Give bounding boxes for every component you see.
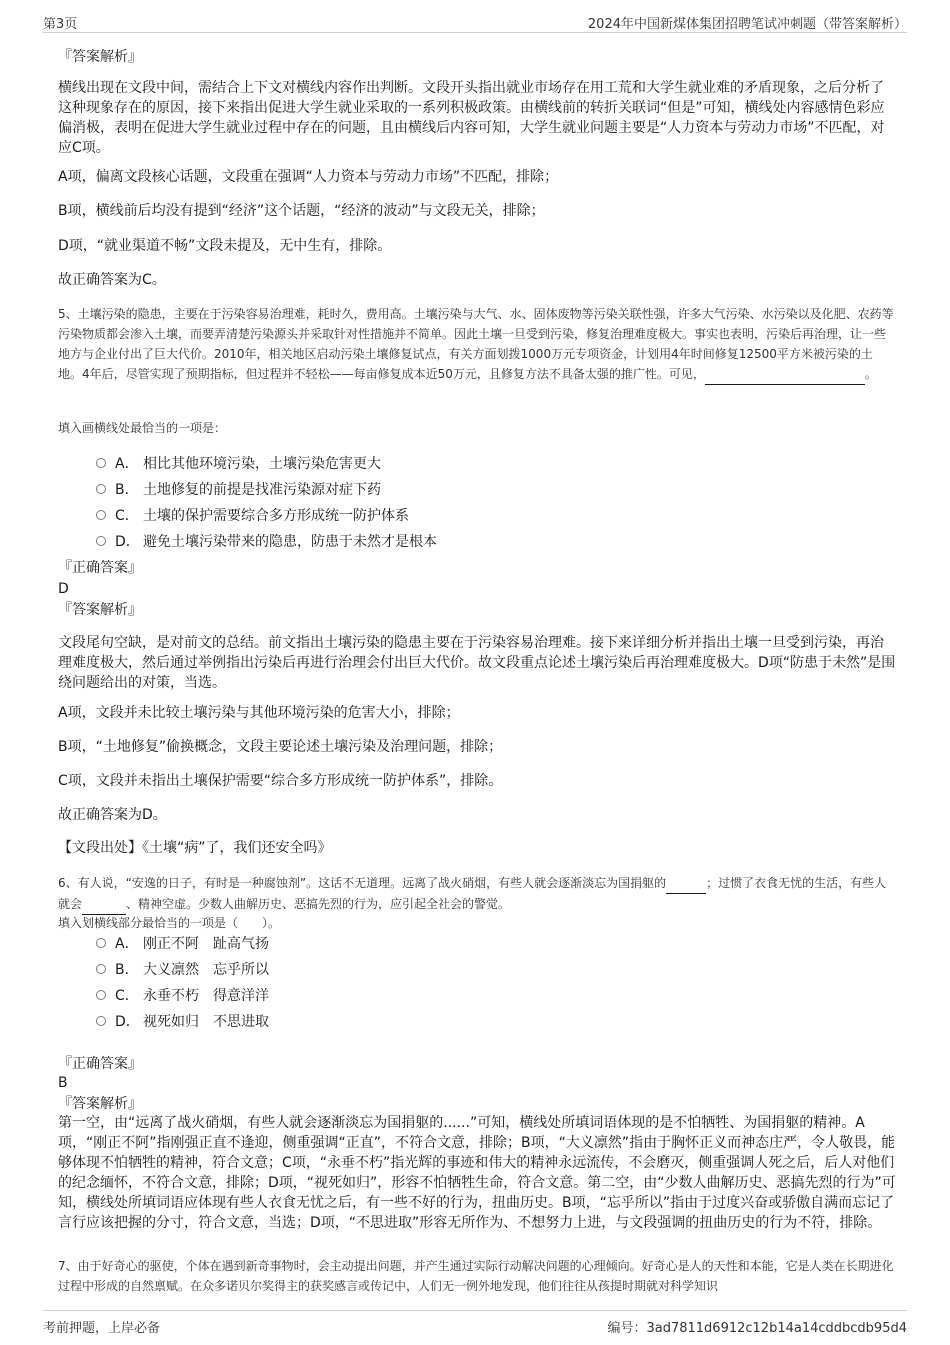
q5-option-a[interactable]: [96, 454, 381, 474]
footer-slogan: 考前押题，上岸必备: [43, 1321, 161, 1336]
q5-option-b-explanation: B项，“土地修复”偷换概念，文段主要论述土壤污染及治理问题，排除；: [58, 739, 503, 755]
option-key: D．: [115, 534, 140, 550]
q5-prompt: 填入画横线处最恰当的一项是：: [58, 421, 227, 435]
radio-icon[interactable]: [96, 458, 106, 468]
option-text: 永垂不朽 得意洋洋: [143, 988, 269, 1004]
option-key: B．: [115, 482, 139, 498]
option-text: 刚正不阿 趾高气扬: [143, 936, 269, 952]
q6-analysis-label: 『答案解析』: [58, 1096, 142, 1112]
page-footer: [43, 1310, 907, 1335]
document-title: 2024年中国新煤体集团招聘笔试冲刺题（带答案解析）: [587, 17, 907, 32]
q6-prompt: 填入划横线部分最恰当的一项是（ ）。: [58, 916, 281, 930]
q6-correct-label: 『正确答案』: [58, 1056, 142, 1072]
q6-option-a[interactable]: [96, 934, 269, 954]
q5-analysis: 文段尾句空缺，是对前文的总结。前文指出土壤污染的隐患主要在于污染容易治理难。接下来详细分析并指出土壤一旦受到污染，再治理难度极大，然后通过举例指出污染后再进行治理会付出巨大代价。故文段重点论述土壤污染后再治理难度极大。D项“防患于未然”是围绕问题给出的对策，当选。: [58, 635, 896, 691]
q6-blank-2: [82, 894, 126, 915]
page-header: [43, 10, 907, 33]
q5-blank: [705, 364, 865, 385]
option-key: C．: [115, 988, 139, 1004]
radio-icon[interactable]: [96, 1016, 106, 1026]
q6-correct-answer: B: [58, 1075, 68, 1091]
q5-option-a-explanation: A项，文段并未比较土壤污染与其他环境污染的危害大小，排除；: [58, 705, 460, 721]
radio-icon[interactable]: [96, 484, 106, 494]
option-key: A．: [115, 936, 139, 952]
q6-option-c[interactable]: [96, 986, 269, 1006]
q6-option-d[interactable]: [96, 1012, 269, 1032]
q5-correct-answer: D: [58, 581, 69, 597]
q4-option-d-explanation: D项，“就业渠道不畅”文段未提及，无中生有，排除。: [58, 238, 392, 254]
option-key: C．: [115, 508, 139, 524]
radio-icon[interactable]: [96, 990, 106, 1000]
q5-option-c-explanation: C项，文段并未指出土壤保护需要“综合多方形成统一防护体系”，排除。: [58, 773, 503, 789]
option-key: A．: [115, 456, 139, 472]
document-id: 编号：3ad7811d6912c12b14a14cddbcdb95d4: [607, 1321, 907, 1336]
q5-final-answer: 故正确答案为D。: [58, 807, 167, 823]
option-text: 大义凛然 忘乎所以: [143, 962, 269, 978]
radio-icon[interactable]: [96, 536, 106, 546]
q6-stem-a: 6、有人说，“安逸的日子，有时是一种腐蚀剂”。这话不无道理。远离了战火硝烟，有些人就会逐渐淡忘为国捐躯的: [58, 876, 667, 890]
q4-analysis-label: 『答案解析』: [58, 49, 142, 65]
q6-blank-1: [666, 873, 706, 894]
q5-stem-text: 5、土壤污染的隐患，主要在于污染容易治理难，耗时久，费用高。土壤污染与大气、水、固体废物等污染关联性强，许多大气污染、水污染以及化肥、农药等污染物质都会渗入土壤，而要弄清楚污染源头并采取针对性措施并不简单。因此土壤一旦受到污染，修复治理难度极大。事实也表明，污染后再治理，让一些地方与企业付出了巨大代价。2010年，相关地区启动污染土壤修复试点，有关方面划拨1000万元专项资金，计划用4年时间修复12500平方米被污染的土地。4年后，尽管实现了预期指标，但过程并不轻松——每亩修复成本近50万元，且修复方法不具备太强的推广性。可见，: [58, 307, 894, 381]
q6-stem-b: ；过惯了衣食无忧的生活，有些人就会: [58, 876, 887, 911]
radio-icon[interactable]: [96, 510, 106, 520]
q5-option-d[interactable]: [96, 532, 437, 552]
q5-stem: [58, 304, 896, 385]
option-text: 土地修复的前提是找准污染源对症下药: [143, 482, 381, 498]
q6-analysis: 第一空，由“远离了战火硝烟，有些人就会逐渐淡忘为国捐躯的......”可知，横线处所填词语体现的是不怕牺牲、为国捐躯的精神。A项，“刚正不阿”指刚强正直不逢迎，侧重强调“正直”，不符合文意，排除；B项，“大义凛然”指由于胸怀正义而神态庄严，令人敬畏，能够体现不怕牺牲的精神，符合文意；C项，“永垂不朽”指光辉的事迹和伟大的精神永远流传，不会磨灭，侧重强调人死之后，后人对他们的纪念缅怀，不符合文意，排除；D项，“视死如归”，形容不怕牺牲生命，符合文意。第二空，由“少数人曲解历史、恶搞先烈的行为”可知，横线处所填词语应体现有些人衣食无忧之后，有一些不好的行为，扭曲历史。B项，“忘乎所以”指由于过度兴奋或骄傲自满而忘记了言行应该把握的分寸，符合文意，当选；D项，“不思进取”形容无所作为、不想努力上进，与文段强调的扭曲历史的行为不符，排除。: [58, 1115, 896, 1231]
q6-stem-c: 、精神空虚。少数人曲解历史、恶搞先烈的行为，应引起全社会的警觉。: [126, 897, 511, 911]
radio-icon[interactable]: [96, 938, 106, 948]
q6-option-b[interactable]: [96, 960, 269, 980]
q5-source: 【文段出处】《土壤“病”了，我们还安全吗》: [58, 840, 332, 856]
page-number: 第3页: [43, 17, 78, 32]
q4-final-answer: 故正确答案为C。: [58, 272, 166, 288]
q4-analysis: 横线出现在文段中间，需结合上下文对横线内容作出判断。文段开头指出就业市场存在用工荒和大学生就业难的矛盾现象，之后分析了这种现象存在的原因，接下来指出促进大学生就业采取的一系列积极政策。由横线前的转折关联词“但是”可知，横线处内容感情色彩应偏消极，表明在促进大学生就业过程中存在的问题，且由横线后内容可知，大学生就业问题主要是“人力资本与劳动力市场”不匹配，对应C项。: [58, 80, 885, 156]
q5-stem-end: 。: [864, 367, 877, 381]
option-text: 避免土壤污染带来的隐患，防患于未然才是根本: [143, 534, 437, 550]
q5-option-c[interactable]: [96, 506, 409, 526]
radio-icon[interactable]: [96, 964, 106, 974]
option-text: 土壤的保护需要综合多方形成统一防护体系: [143, 508, 409, 524]
option-key: D．: [115, 1014, 140, 1030]
q4-option-a-explanation: A项，偏离文段核心话题，文段重在强调“人力资本与劳动力市场”不匹配，排除；: [58, 169, 559, 185]
option-text: 相比其他环境污染，土壤污染危害更大: [143, 456, 381, 472]
q5-analysis-label: 『答案解析』: [58, 602, 142, 618]
q5-correct-label: 『正确答案』: [58, 560, 142, 576]
option-text: 视死如归 不思进取: [143, 1014, 269, 1030]
q4-option-b-explanation: B项，横线前后均没有提到“经济”这个话题，“经济的波动”与文段无关，排除；: [58, 203, 545, 219]
q6-stem: [58, 873, 896, 915]
q5-option-b[interactable]: [96, 480, 381, 500]
q7-stem: 7、由于好奇心的驱使，个体在遇到新奇事物时，会主动提出问题，并产生通过实际行动解决问题的心理倾向。好奇心是人的天性和本能，它是人类在长期进化过程中形成的自然禀赋。在众多诺贝尔奖得主的获奖感言或传记中，人们无一例外地发现，他们往往从孩提时期就对科学知识: [58, 1259, 894, 1293]
option-key: B．: [115, 962, 139, 978]
